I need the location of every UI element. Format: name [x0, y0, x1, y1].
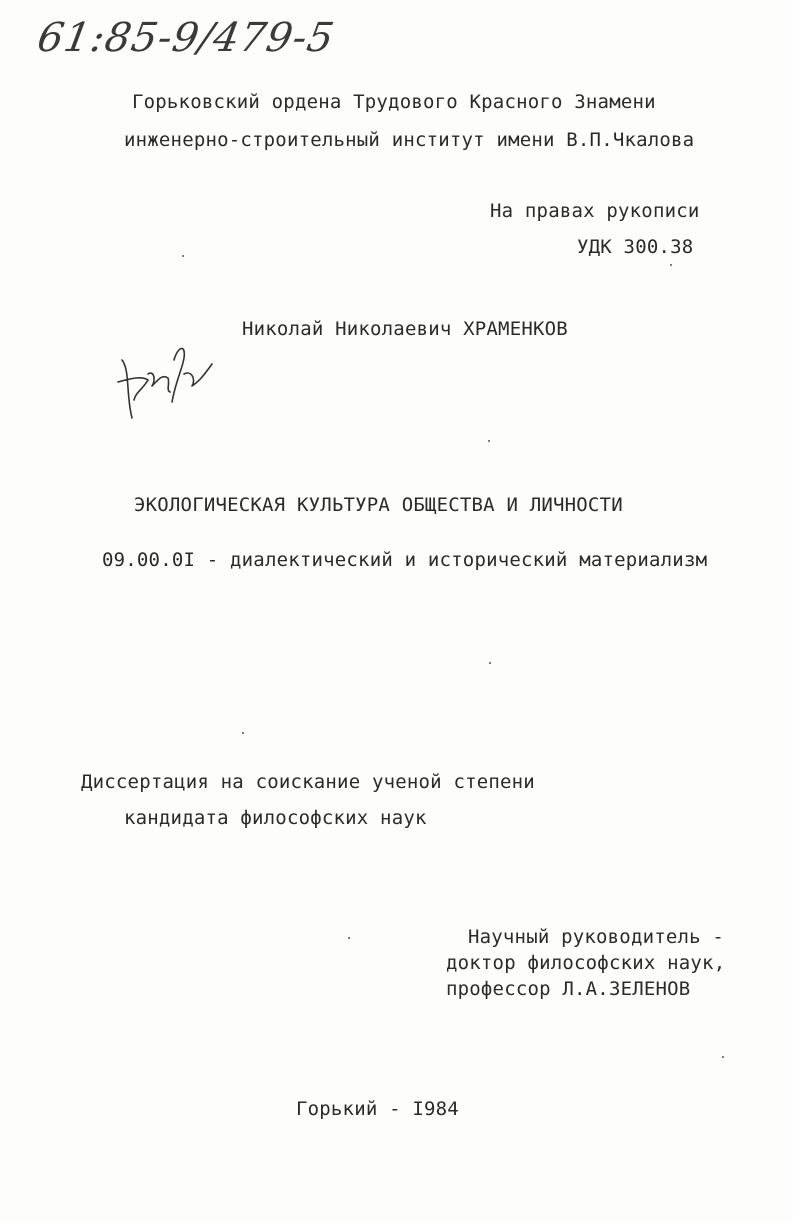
- author-name: Николай Николаевич ХРАМЕНКОВ: [242, 318, 568, 340]
- dissertation-degree-line-1: Диссертация на соискание ученой степени: [81, 771, 535, 793]
- institution-line-1: Горьковский ордена Трудового Красного Знамени: [132, 91, 656, 113]
- manuscript-rights: На правах рукописи: [490, 200, 700, 222]
- supervisor-line-1: Научный руководитель -: [468, 926, 725, 948]
- paper-speck: [242, 732, 244, 734]
- paper-speck: [488, 440, 490, 442]
- city-year: Горький - I984: [296, 1098, 459, 1120]
- dissertation-degree-line-2: кандидата философских наук: [124, 807, 427, 829]
- dissertation-title: ЭКОЛОГИЧЕСКАЯ КУЛЬТУРА ОБЩЕСТВА И ЛИЧНОСТИ: [134, 494, 623, 516]
- paper-speck: [182, 255, 184, 257]
- archive-handwritten-code: 61:85-9/479-5: [33, 15, 339, 61]
- udc-code: УДК 300.38: [577, 236, 694, 258]
- supervisor-line-2: доктор философских наук,: [446, 952, 726, 974]
- specialty-code: 09.00.0I - диалектический и исторический материализм: [102, 549, 708, 571]
- paper-speck: [489, 662, 491, 664]
- paper-speck: [348, 937, 350, 939]
- institution-line-2: инженерно-строительный институт имени В.П.Чкалова: [124, 129, 695, 151]
- paper-speck: [722, 1056, 724, 1058]
- author-signature: [112, 340, 222, 430]
- paper-speck: [670, 264, 672, 266]
- supervisor-line-3: профессор Л.А.ЗЕЛЕНОВ: [446, 978, 691, 1000]
